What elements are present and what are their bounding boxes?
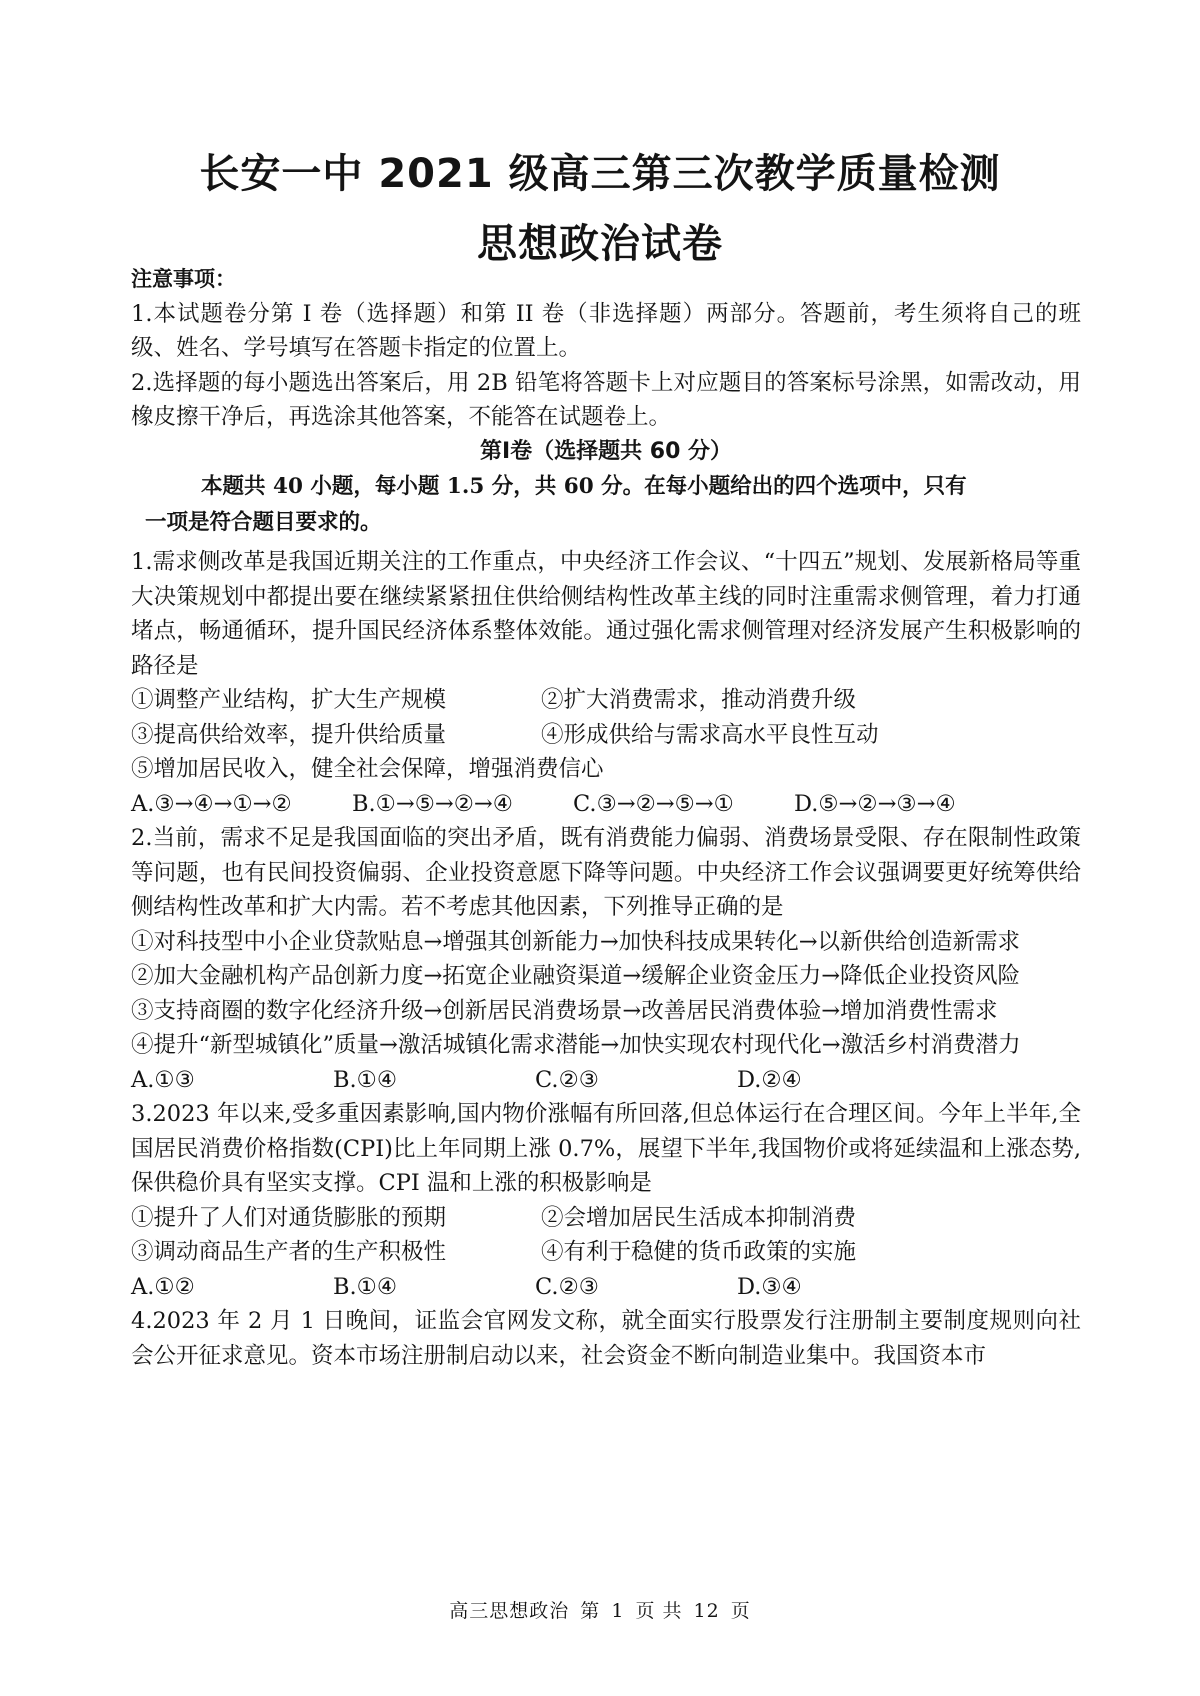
exam-subtitle: 思想政治试卷 [477,221,723,267]
section-instruction-line2: 一项是符合题目要求的。 [145,510,382,535]
question-1-item-1: ①调整产业结构，扩大生产规模 [131,687,447,713]
question-2-answer-a: A.①③ [131,1066,195,1093]
question-1-items-row-2 [131,718,1081,753]
question-3-answer-b: B.①④ [333,1273,398,1300]
question-1-stem: 1.需求侧改革是我国近期关注的工作重点，中央经济工作会议、“十四五”规划、发展新格局等重大决策规划中都提出要在继续紧紧扭住供给侧结构性改革主线的同时注重需求侧管理，着力打通堵点，畅通循环，提升国民经济体系整体效能。通过强化需求侧管理对经济发展产生积极影响的路径是 [131,549,1081,679]
exam-content [131,262,1081,1373]
footer-page-total: 12 [693,1600,720,1622]
exam-title: 长安一中 2021 级高三第三次教学质量检测 [199,151,1001,197]
question-2-answer-b: B.①④ [333,1066,398,1093]
question-4-stem: 4.2023 年 2 月 1 日晚间，证监会官网发文称，就全面实行股票发行注册制主要制度规则向社会公开征求意见。资本市场注册制启动以来，社会资金不断向制造业集中。我国资本市 [131,1308,1081,1369]
question-2-answer-c: C.②③ [535,1066,599,1093]
question-1-item-4: ④形成供给与需求高水平良性互动 [541,721,879,748]
footer-subject: 高三思想政治 [449,1600,570,1622]
question-3-item-2: ②会增加居民生活成本抑制消费 [541,1204,857,1231]
question-1-item-3: ③提高供给效率，提升供给质量 [131,721,447,748]
footer-page-number: 1 [611,1600,625,1622]
question-3-answer-d: D.③④ [737,1273,802,1300]
question-3-stem: 3.2023 年以来,受多重因素影响,国内物价涨幅有所回落,但总体运行在合理区间。今年上半年,全国居民消费价格指数(CPI)比上年同期上涨 0.7%，展望下半年,我国物价或将延续温和上涨态势,保供稳价具有坚实支撑。CPI 温和上涨的积极影响是 [131,1101,1081,1196]
question-1-answer-b: B.①→⑤→②→④ [352,790,513,817]
question-2-item-2: ②加大金融机构产品创新力度→拓宽企业融资渠道→缓解企业资金压力→降低企业投资风险 [131,963,1021,989]
page-footer [0,1596,1200,1623]
question-1-answers [131,787,1081,822]
question-3-item-3: ③调动商品生产者的生产积极性 [131,1239,447,1265]
question-3-items-row-1 [131,1201,1081,1236]
footer-page-mid: 页 共 [635,1600,683,1622]
question-1-answer-a: A.③→④→①→② [131,790,292,817]
question-2-answers [131,1063,1081,1098]
question-1-answer-d: D.⑤→②→③→④ [794,790,956,817]
footer-page-prefix: 第 [580,1600,601,1622]
question-3-item-1: ①提升了人们对通货膨胀的预期 [131,1204,447,1231]
notice-item-2: 2.选择题的每小题选出答案后，用 2B 铅笔将答题卡上对应题目的答案标号涂黑，如需改动，用橡皮擦干净后，再选涂其他答案，不能答在试题卷上。 [131,369,1081,430]
question-3-answers [131,1270,1081,1305]
section-heading: 第Ⅰ卷（选择题共 60 分） [479,438,733,464]
notice-heading: 注意事项： [131,267,236,291]
question-1-item-5: ⑤增加居民收入，健全社会保障，增强消费信心 [131,756,604,782]
section-instruction-line1: 本题共 40 小题，每小题 1.5 分，共 60 分。在每小题给出的四个选项中，只有 [201,474,967,499]
question-1-items-row-1 [131,683,1081,718]
question-1-item-2: ②扩大消费需求，推动消费升级 [541,687,857,713]
question-3-answer-c: C.②③ [535,1273,599,1300]
question-2-answer-d: D.②④ [737,1066,802,1093]
question-3-items-row-2 [131,1235,1081,1270]
question-1-answer-c: C.③→②→⑤→① [573,790,734,817]
question-2-item-1: ①对科技型中小企业贷款贴息→增强其创新能力→加快科技成果转化→以新供给创造新需求 [131,928,1021,955]
question-2-stem: 2.当前，需求不足是我国面临的突出矛盾，既有消费能力偏弱、消费场景受限、存在限制性政策等问题，也有民间投资偏弱、企业投资意愿下降等问题。中央经济工作会议强调要更好统筹供给侧结构性改革和扩大内需。若不考虑其他因素，下列推导正确的是 [131,825,1081,920]
question-2-item-3: ③支持商圈的数字化经济升级→创新居民消费场景→改善居民消费体验→增加消费性需求 [131,997,998,1024]
notice-item-1: 1.本试题卷分第 I 卷（选择题）和第 II 卷（非选择题）两部分。答题前，考生须将自己的班级、姓名、学号填写在答题卡指定的位置上。 [131,300,1081,361]
question-3-item-4: ④有利于稳健的货币政策的实施 [541,1239,857,1265]
footer-page-suffix: 页 [730,1600,751,1622]
question-3-answer-a: A.①② [131,1273,195,1300]
question-2-item-4: ④提升“新型城镇化”质量→激活城镇化需求潜能→加快实现农村现代化→激活乡村消费潜力 [131,1032,1021,1058]
